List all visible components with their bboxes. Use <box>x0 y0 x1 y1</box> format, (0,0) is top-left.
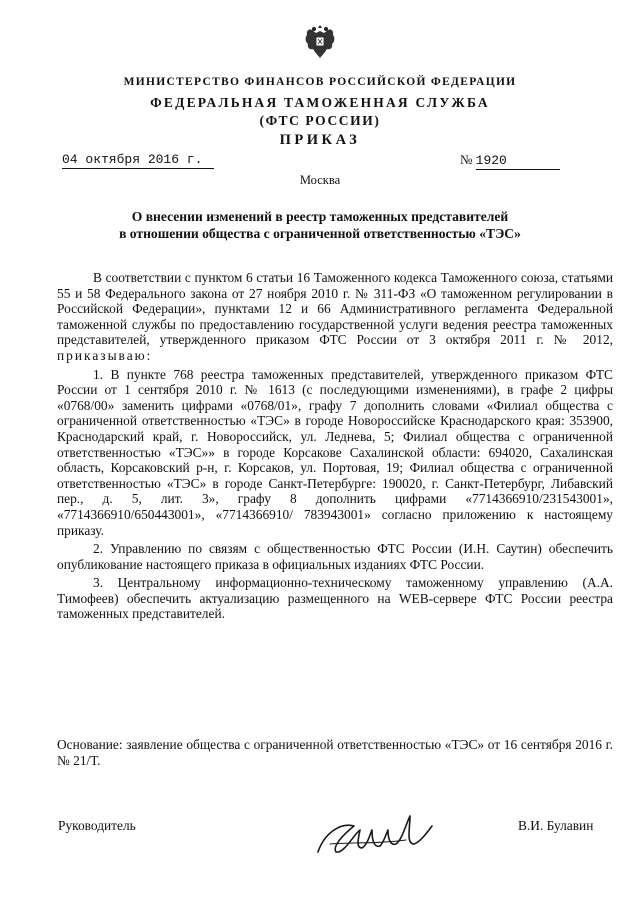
order-number-field <box>460 152 576 170</box>
order-word: приказываю: <box>57 347 153 363</box>
order-body <box>57 270 613 622</box>
city: Москва <box>299 173 341 187</box>
basis-paragraph: Основание: заявление общества с ограниченной ответственностью «ТЭС» от 16 сентября 2016 г. № 21/Т. <box>57 737 613 768</box>
subject-line-2: в отношении общества с ограниченной ответственностью «ТЭС» <box>119 226 521 241</box>
order-subject <box>80 208 560 242</box>
signatory-name: В.И. Булавин <box>518 818 594 833</box>
item-2: 2. Управлению по связям с общественностью ФТС России (И.Н. Саутин) обеспечить опубликование настоящего приказа в официальных изданиях ФТС России. <box>57 541 613 572</box>
item-1: 1. В пункте 768 реестра таможенных представителей, утвержденного приказом ФТС России от 1 сентября 2010 г. № 1613 (с последующими изменениями), в графе 2 цифры «0768/00» заменить цифрами «0768/01», графу 7 дополнить словами «Филиал общества с ограниченной ответственностью «ТЭС» в городе Новороссийске Краснодарского края: 353900, Краснодарский край, г. Новороссийск, ул. Леднева, 5; Филиал общества с ограниченной ответственностью «ТЭС»» в городе Корсакове Сахалинской области: 694020, Сахалинская область, Корсаковский р-н, г. Корсаков, ул. Портовая, 19; Филиал общества с ограниченной ответственностью «ТЭС» в городе Санкт-Петербурге: 190020, г. Санкт-Петербург, Либавский пер., д. 5, лит. 3», графу 8 дополнить цифрами «7714366910/231543001», «7714366910/650443001», «7714366910/ 783943001» согласно приложению к настоящему приказу. <box>57 366 613 538</box>
signatory-title: Руководитель <box>58 818 136 833</box>
number-sign: № <box>460 152 473 167</box>
document-type: ПРИКАЗ <box>279 132 361 148</box>
preamble-paragraph <box>57 270 613 364</box>
service-heading: ФЕДЕРАЛЬНАЯ ТАМОЖЕННАЯ СЛУЖБА <box>150 95 490 110</box>
ministry-heading: МИНИСТЕРСТВО ФИНАНСОВ РОССИЙСКОЙ ФЕДЕРАЦИИ <box>123 76 517 88</box>
order-date: 04 октября 2016 г. <box>62 152 214 169</box>
coat-of-arms-emblem <box>303 22 337 62</box>
order-number: 1920 <box>476 153 560 170</box>
handwritten-signature <box>310 804 440 864</box>
subject-line-1: О внесении изменений в реестр таможенных представителей <box>131 209 509 224</box>
item-3: 3. Центральному информационно-техническому таможенному управлению (А.А. Тимофеев) обеспечить актуализацию размещенного на WEB-сервере ФТС России реестра таможенных представителей. <box>57 575 613 622</box>
preamble-text: В соответствии с пунктом 6 статьи 16 Таможенного кодекса Таможенного союза, статьями 55 и 58 Федерального закона от 27 ноября 2010 г. № 311-ФЗ «О таможенном регулировании в Российской Федерации», пунктами 12 и 66 Административного регламента Федеральной таможенной службы по предоставлению государственной услуги ведения реестра таможенных представителей, утвержденного приказом ФТС России от 3 октября 2011 г. № 2012, <box>57 270 613 348</box>
service-abbreviation: (ФТС РОССИИ) <box>259 113 381 128</box>
